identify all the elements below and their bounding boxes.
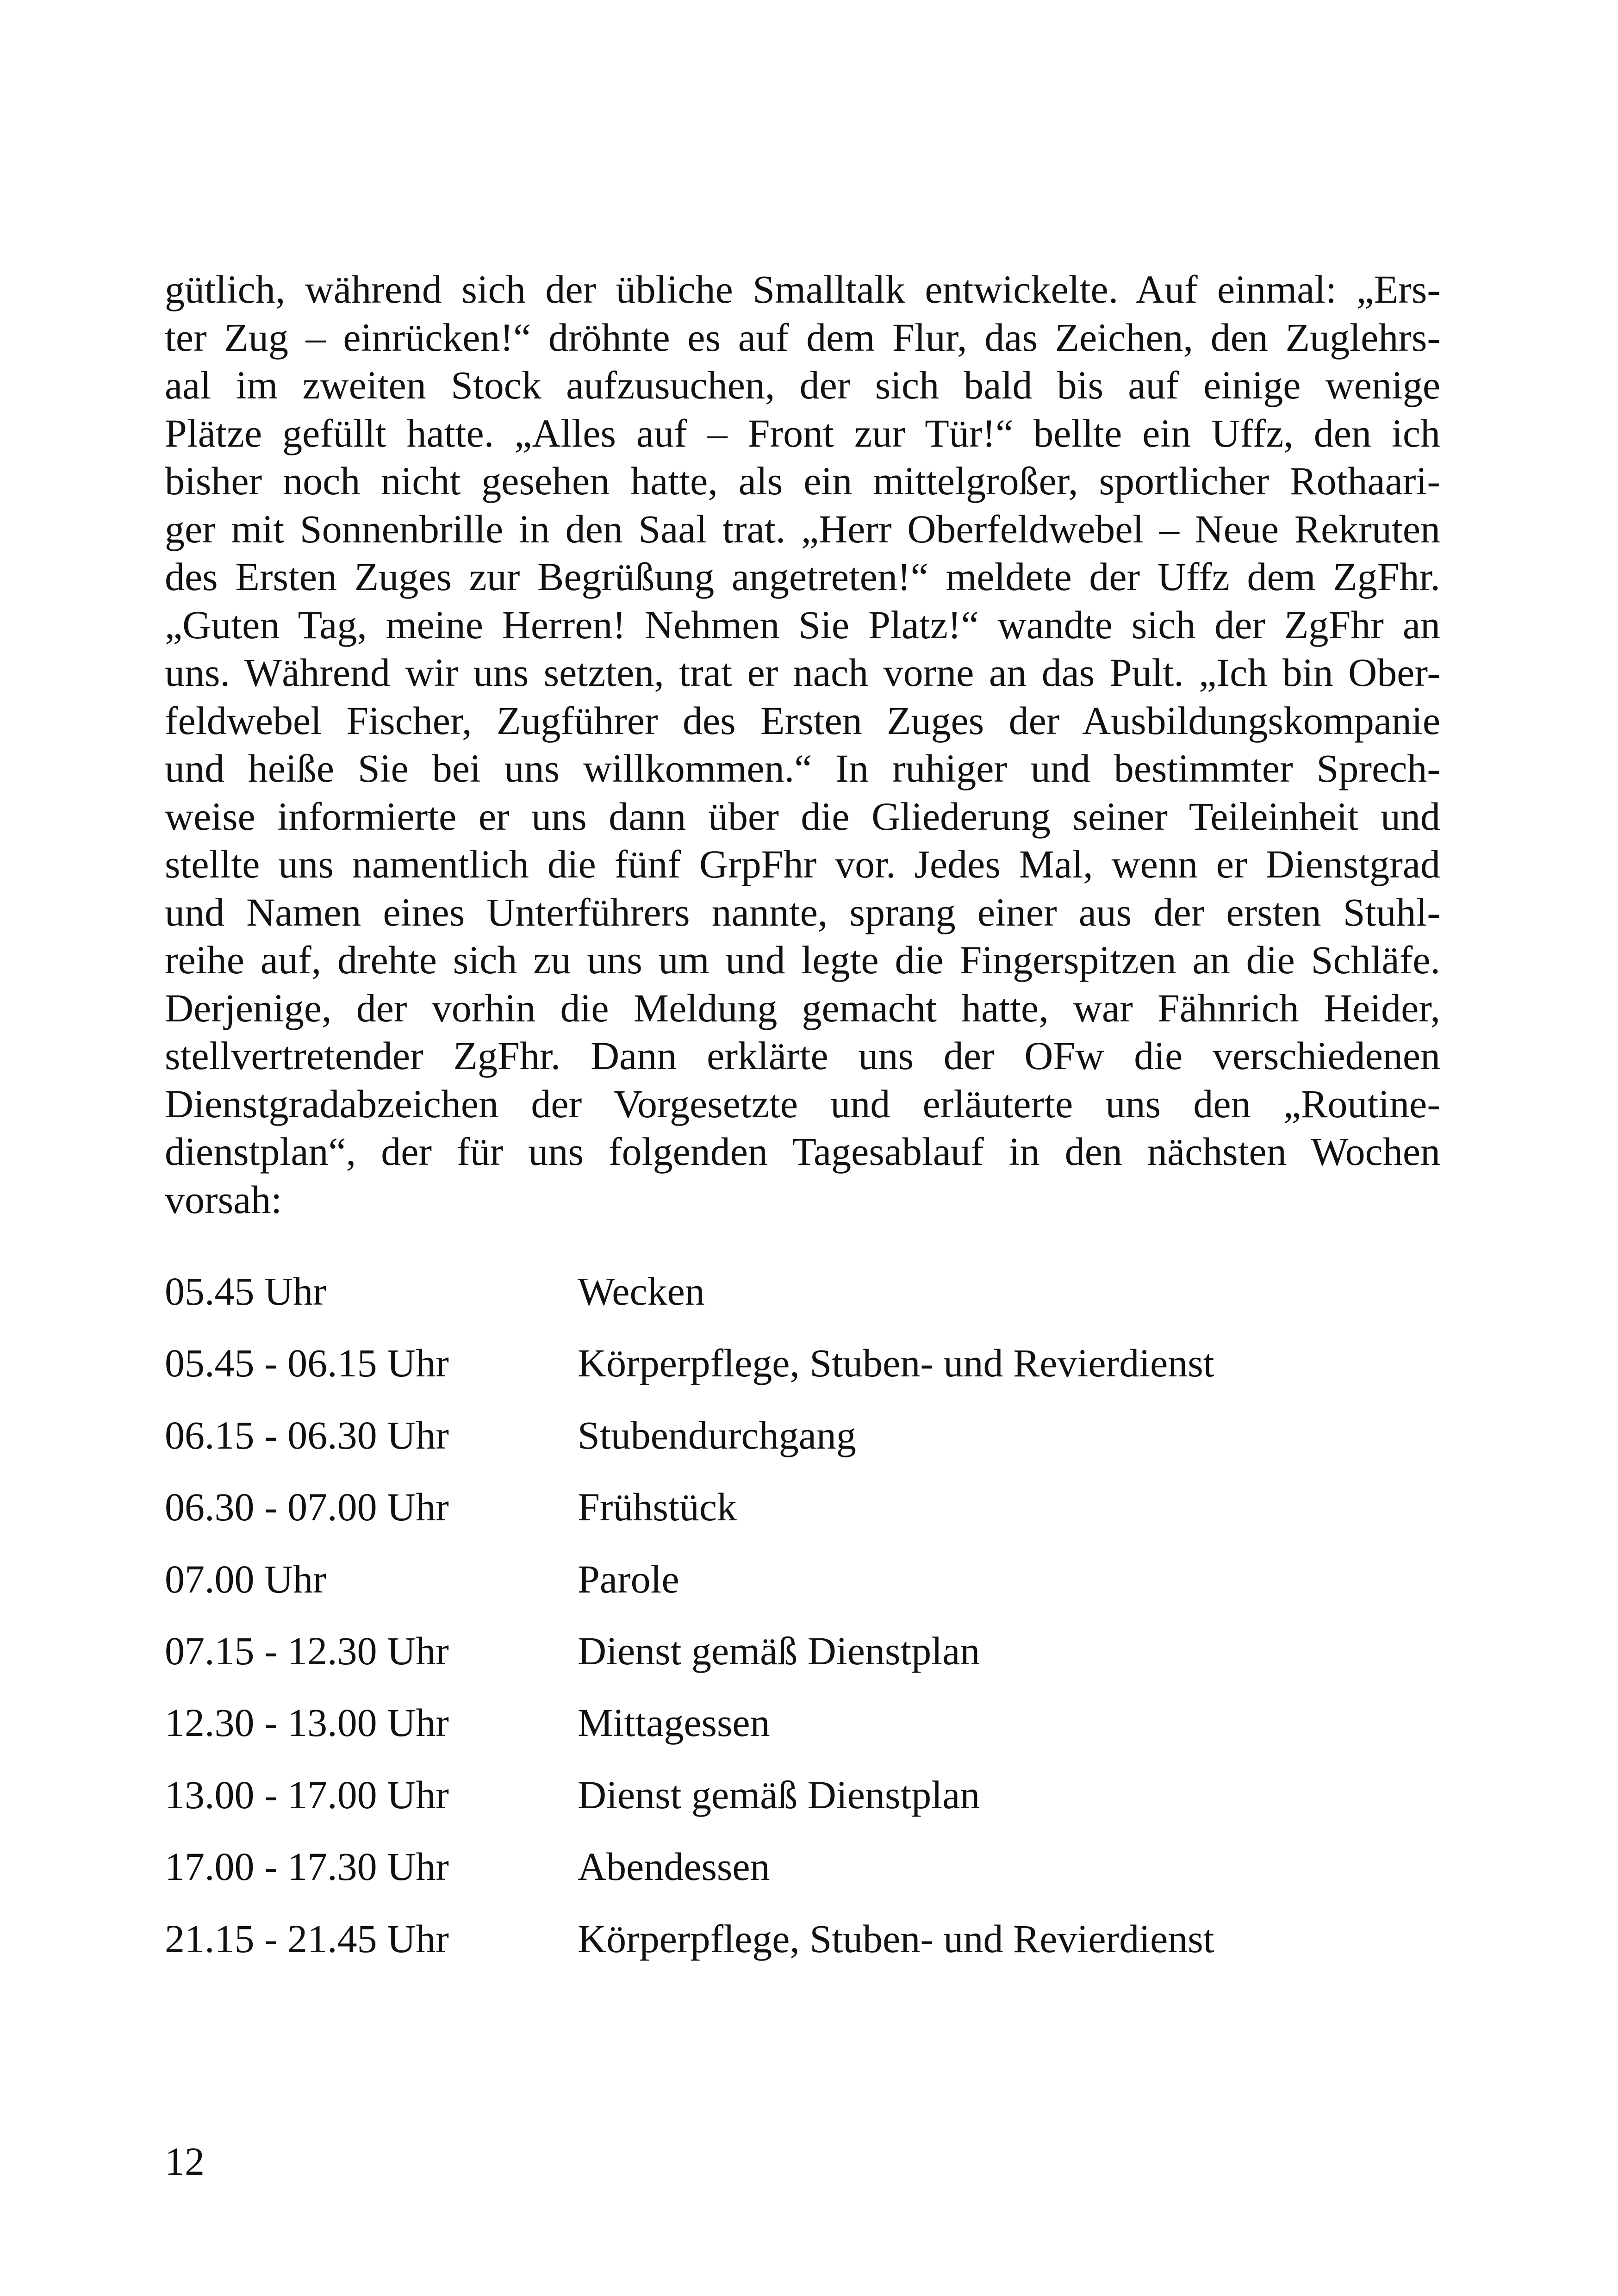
schedule-row [165, 1484, 1440, 1556]
paragraph-line: Derjenige, der vorhin die Meldung gemacht hatte, war Fähnrich Heider, [165, 985, 1440, 1030]
paragraph-line: und Namen eines Unterführers nannte, sprang einer aus der ersten Stuhl- [165, 890, 1440, 934]
daily-schedule [165, 1268, 1440, 1987]
schedule-time: 12.30 - 13.00 Uhr [165, 1700, 449, 1745]
paragraph-line: bisher noch nicht gesehen hatte, als ein mittelgroßer, sportlicher Rothaari- [165, 459, 1440, 503]
schedule-row [165, 1556, 1440, 1628]
paragraph-line: „Guten Tag, meine Herren! Nehmen Sie Platz!“ wandte sich der ZgFhr an [165, 602, 1440, 647]
paragraph-line: reihe auf, drehte sich zu uns um und legte die Fingerspitzen an die Schläfe. [165, 938, 1440, 982]
schedule-row [165, 1699, 1440, 1771]
schedule-row [165, 1628, 1440, 1699]
schedule-time: 05.45 - 06.15 Uhr [165, 1341, 449, 1386]
paragraph-line: aal im zweiten Stock aufzusuchen, der sich bald bis auf einige wenige [165, 363, 1440, 407]
paragraph-line: ger mit Sonnenbrille in den Saal trat. „Herr Oberfeldwebel – Neue Rekruten [165, 506, 1440, 551]
schedule-row [165, 1340, 1440, 1412]
schedule-activity: Frühstück [578, 1485, 737, 1530]
schedule-time: 21.15 - 21.45 Uhr [165, 1916, 449, 1961]
schedule-activity: Dienst gemäß Dienstplan [578, 1628, 980, 1673]
schedule-time: 05.45 Uhr [165, 1269, 326, 1313]
paragraph-line: und heiße Sie bei uns willkommen.“ In ruhiger und bestimmter Sprech- [165, 746, 1440, 790]
paragraph-line: dienstplan“, der für uns folgenden Tagesablauf in den nächsten Wochen [165, 1129, 1440, 1174]
paragraph-line: gütlich, während sich der übliche Smalltalk entwickelte. Auf einmal: „Ers- [165, 267, 1440, 311]
paragraph-line: vorsah: [165, 1177, 282, 1222]
schedule-time: 17.00 - 17.30 Uhr [165, 1844, 449, 1889]
schedule-time: 13.00 - 17.00 Uhr [165, 1772, 449, 1817]
schedule-time: 06.30 - 07.00 Uhr [165, 1485, 449, 1530]
schedule-row [165, 1772, 1440, 1843]
paragraph-line: des Ersten Zuges zur Begrüßung angetreten!“ meldete der Uffz dem ZgFhr. [165, 554, 1440, 599]
schedule-activity: Wecken [578, 1269, 705, 1313]
paragraph-line: uns. Während wir uns setzten, trat er nach vorne an das Pult. „Ich bin Ober- [165, 650, 1440, 695]
paragraph-line: Dienstgradabzeichen der Vorgesetzte und erläuterte uns den „Routine- [165, 1081, 1440, 1126]
paragraph-line: Plätze gefüllt hatte. „Alles auf – Front zur Tür!“ bellte ein Uffz, den ich [165, 411, 1440, 455]
paragraph-line: stellte uns namentlich die fünf GrpFhr vor. Jedes Mal, wenn er Dienstgrad [165, 842, 1440, 886]
schedule-activity: Parole [578, 1556, 679, 1601]
schedule-time: 06.15 - 06.30 Uhr [165, 1412, 449, 1457]
paragraph-line: weise informierte er uns dann über die Gliederung seiner Teileinheit und [165, 794, 1440, 839]
schedule-row [165, 1843, 1440, 1915]
schedule-activity: Mittagessen [578, 1700, 770, 1745]
schedule-row [165, 1916, 1440, 1987]
paragraph-line: ter Zug – einrücken!“ dröhnte es auf dem Flur, das Zeichen, den Zuglehrs- [165, 315, 1440, 360]
paragraph-line: feldwebel Fischer, Zugführer des Ersten Zuges der Ausbildungskompanie [165, 698, 1440, 743]
body-paragraph [165, 266, 1440, 1224]
schedule-row [165, 1412, 1440, 1484]
schedule-time: 07.15 - 12.30 Uhr [165, 1628, 449, 1673]
schedule-row [165, 1268, 1440, 1340]
paragraph-line: stellvertretender ZgFhr. Dann erklärte uns der OFw die verschiedenen [165, 1033, 1440, 1078]
schedule-activity: Stubendurchgang [578, 1412, 856, 1457]
schedule-time: 07.00 Uhr [165, 1556, 326, 1601]
schedule-activity: Abendessen [578, 1844, 770, 1889]
schedule-activity: Körperpflege, Stuben- und Revierdienst [578, 1341, 1214, 1386]
page-number: 12 [165, 2139, 205, 2184]
schedule-activity: Körperpflege, Stuben- und Revierdienst [578, 1916, 1214, 1961]
schedule-activity: Dienst gemäß Dienstplan [578, 1772, 980, 1817]
